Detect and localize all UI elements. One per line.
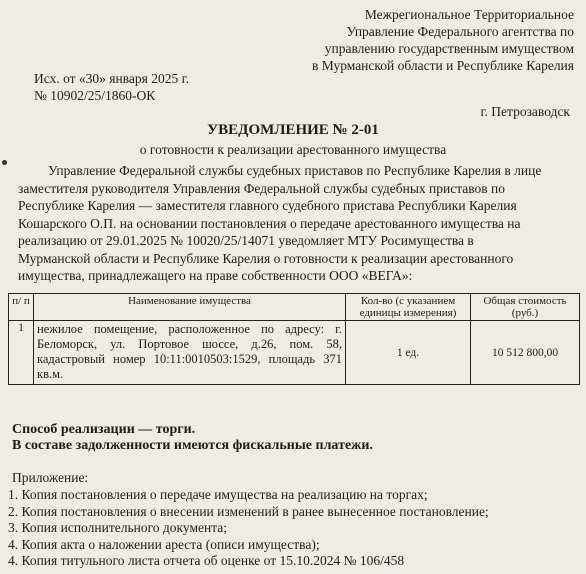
cell-num: 1 (9, 321, 34, 385)
addressee-line: Межрегиональное Территориальное (364, 7, 574, 22)
document-subtitle: о готовности к реализации арестованного имущества (139, 142, 447, 157)
body-line: Республике Карелия — заместителя главного судебного пристава Республики Карелия (18, 198, 517, 213)
outgoing-number: № 10902/25/1860-ОК (34, 88, 156, 103)
body-line: Управление Федеральной службы судебных приставов по Республике Карелия в лице (48, 163, 542, 178)
body-line: реализацию от 29.01.2025 № 10020/25/14071 уведомляет МТУ Росимущества в (18, 233, 474, 248)
attachments-list (8, 487, 489, 570)
margin-mark (2, 160, 7, 165)
property-table (8, 293, 580, 385)
table-row (9, 321, 580, 385)
list-item: 4. Копия акта о наложении ареста (описи имущества); (8, 536, 320, 552)
attachments-title: Приложение: (12, 470, 89, 485)
list-item: 4. Копия титульного листа отчета об оценке от 15.10.2024 № 106/458 (8, 553, 405, 568)
cell-qty: 1 ед. (346, 321, 471, 385)
outgoing-date: Исх. от «30» января 2025 г. (34, 71, 190, 86)
list-item: 1. Копия постановления о передаче имущества на реализацию на торгах; (8, 487, 428, 502)
cell-name: нежилое помещение, расположенное по адресу: г. Беломорск, ул. Портовое шоссе, д.26, пом. 58, кадастровый номер 10:11:0010503:1529, площадь 371 кв.м. (34, 321, 346, 385)
header-qty: Кол-во (с указанием единицы измерения) (346, 294, 471, 321)
header-cost: Общая стоимость (руб.) (471, 294, 580, 321)
body-line: Мурманской области и Республике Карелия о готовности к реализации арестованного (18, 250, 514, 266)
addressee-line: управлению государственным имуществом (324, 41, 574, 56)
body-line: заместителя руководителя Управления Федеральной службы судебных приставов по (18, 180, 506, 196)
cell-cost: 10 512 800,00 (471, 321, 580, 385)
body-line: Кошарского О.П. на основании постановления о передаче арестованного имущества на (18, 215, 521, 231)
header-name: Наименование имущества (34, 294, 346, 321)
debt-note: В составе задолженности имеются фискальные платежи. (12, 438, 373, 453)
body-line: имущества, принадлежащего на праве собственности ООО «ВЕГА»: (18, 268, 413, 283)
addressee-line: в Мурманской области и Республике Карелия (312, 58, 574, 73)
table-header-row (9, 294, 580, 321)
addressee-line: Управление Федерального агентства по (346, 24, 574, 39)
list-item: 3. Копия исполнительного документа; (8, 520, 228, 535)
outgoing-reference (34, 70, 189, 104)
header-num: п/ п (9, 294, 34, 321)
sale-method: Способ реализации — торги. (12, 422, 196, 437)
city: г. Петрозаводск (480, 104, 570, 119)
list-item: 2. Копия постановления о внесении изменений в ранее вынесенное постановление; (8, 503, 489, 519)
addressee-block (312, 6, 574, 74)
document-title: УВЕДОМЛЕНИЕ № 2-01 (207, 122, 379, 138)
body-paragraph (18, 162, 574, 285)
